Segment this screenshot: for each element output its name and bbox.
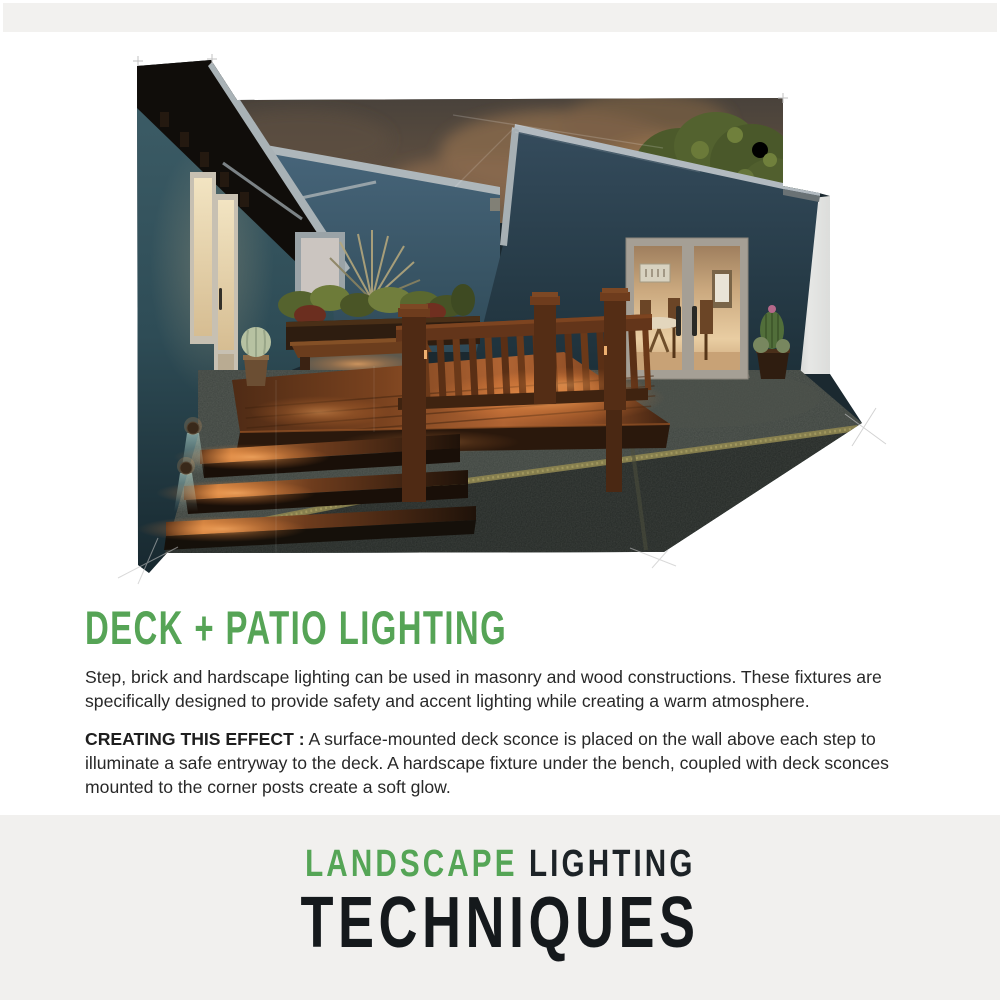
page-title: DECK + PATIO LIGHTING xyxy=(85,601,508,654)
brand-word-landscape: LANDSCAPE xyxy=(304,843,518,885)
effect-paragraph xyxy=(85,727,930,799)
intro-paragraph: Step, brick and hardscape lighting can be used in masonry and wood constructions. These fixtures are specifically designed to provide safety and accent lighting while creating a warm atmosphere. xyxy=(85,667,882,711)
railing-leg xyxy=(606,410,622,492)
door-handle xyxy=(692,306,697,336)
railing-post xyxy=(398,304,430,502)
gable-vent xyxy=(490,198,500,211)
door-handle xyxy=(676,306,681,336)
door-handle xyxy=(219,288,222,310)
post-sconce-light xyxy=(424,350,427,359)
brand-footer xyxy=(0,815,1000,1000)
railing-post xyxy=(600,288,630,410)
brand-line xyxy=(0,845,1000,885)
brand-word-lighting: LIGHTING xyxy=(528,843,696,885)
effect-body: A surface-mounted deck sconce is placed on the wall above each step to illuminate a safe entryway to the deck. A hardscape fixture under the bench, coupled with deck sconces mounted to the corner posts create a soft glow. xyxy=(85,729,889,797)
description-section xyxy=(85,601,930,799)
post-sconce-light xyxy=(604,346,607,355)
entry-door xyxy=(214,194,238,386)
railing-post xyxy=(530,292,560,404)
side-window xyxy=(190,172,216,344)
cactus-bloom xyxy=(768,305,776,313)
effect-label: CREATING THIS EFFECT : xyxy=(85,729,305,749)
brand-title: TECHNIQUES xyxy=(300,882,700,963)
